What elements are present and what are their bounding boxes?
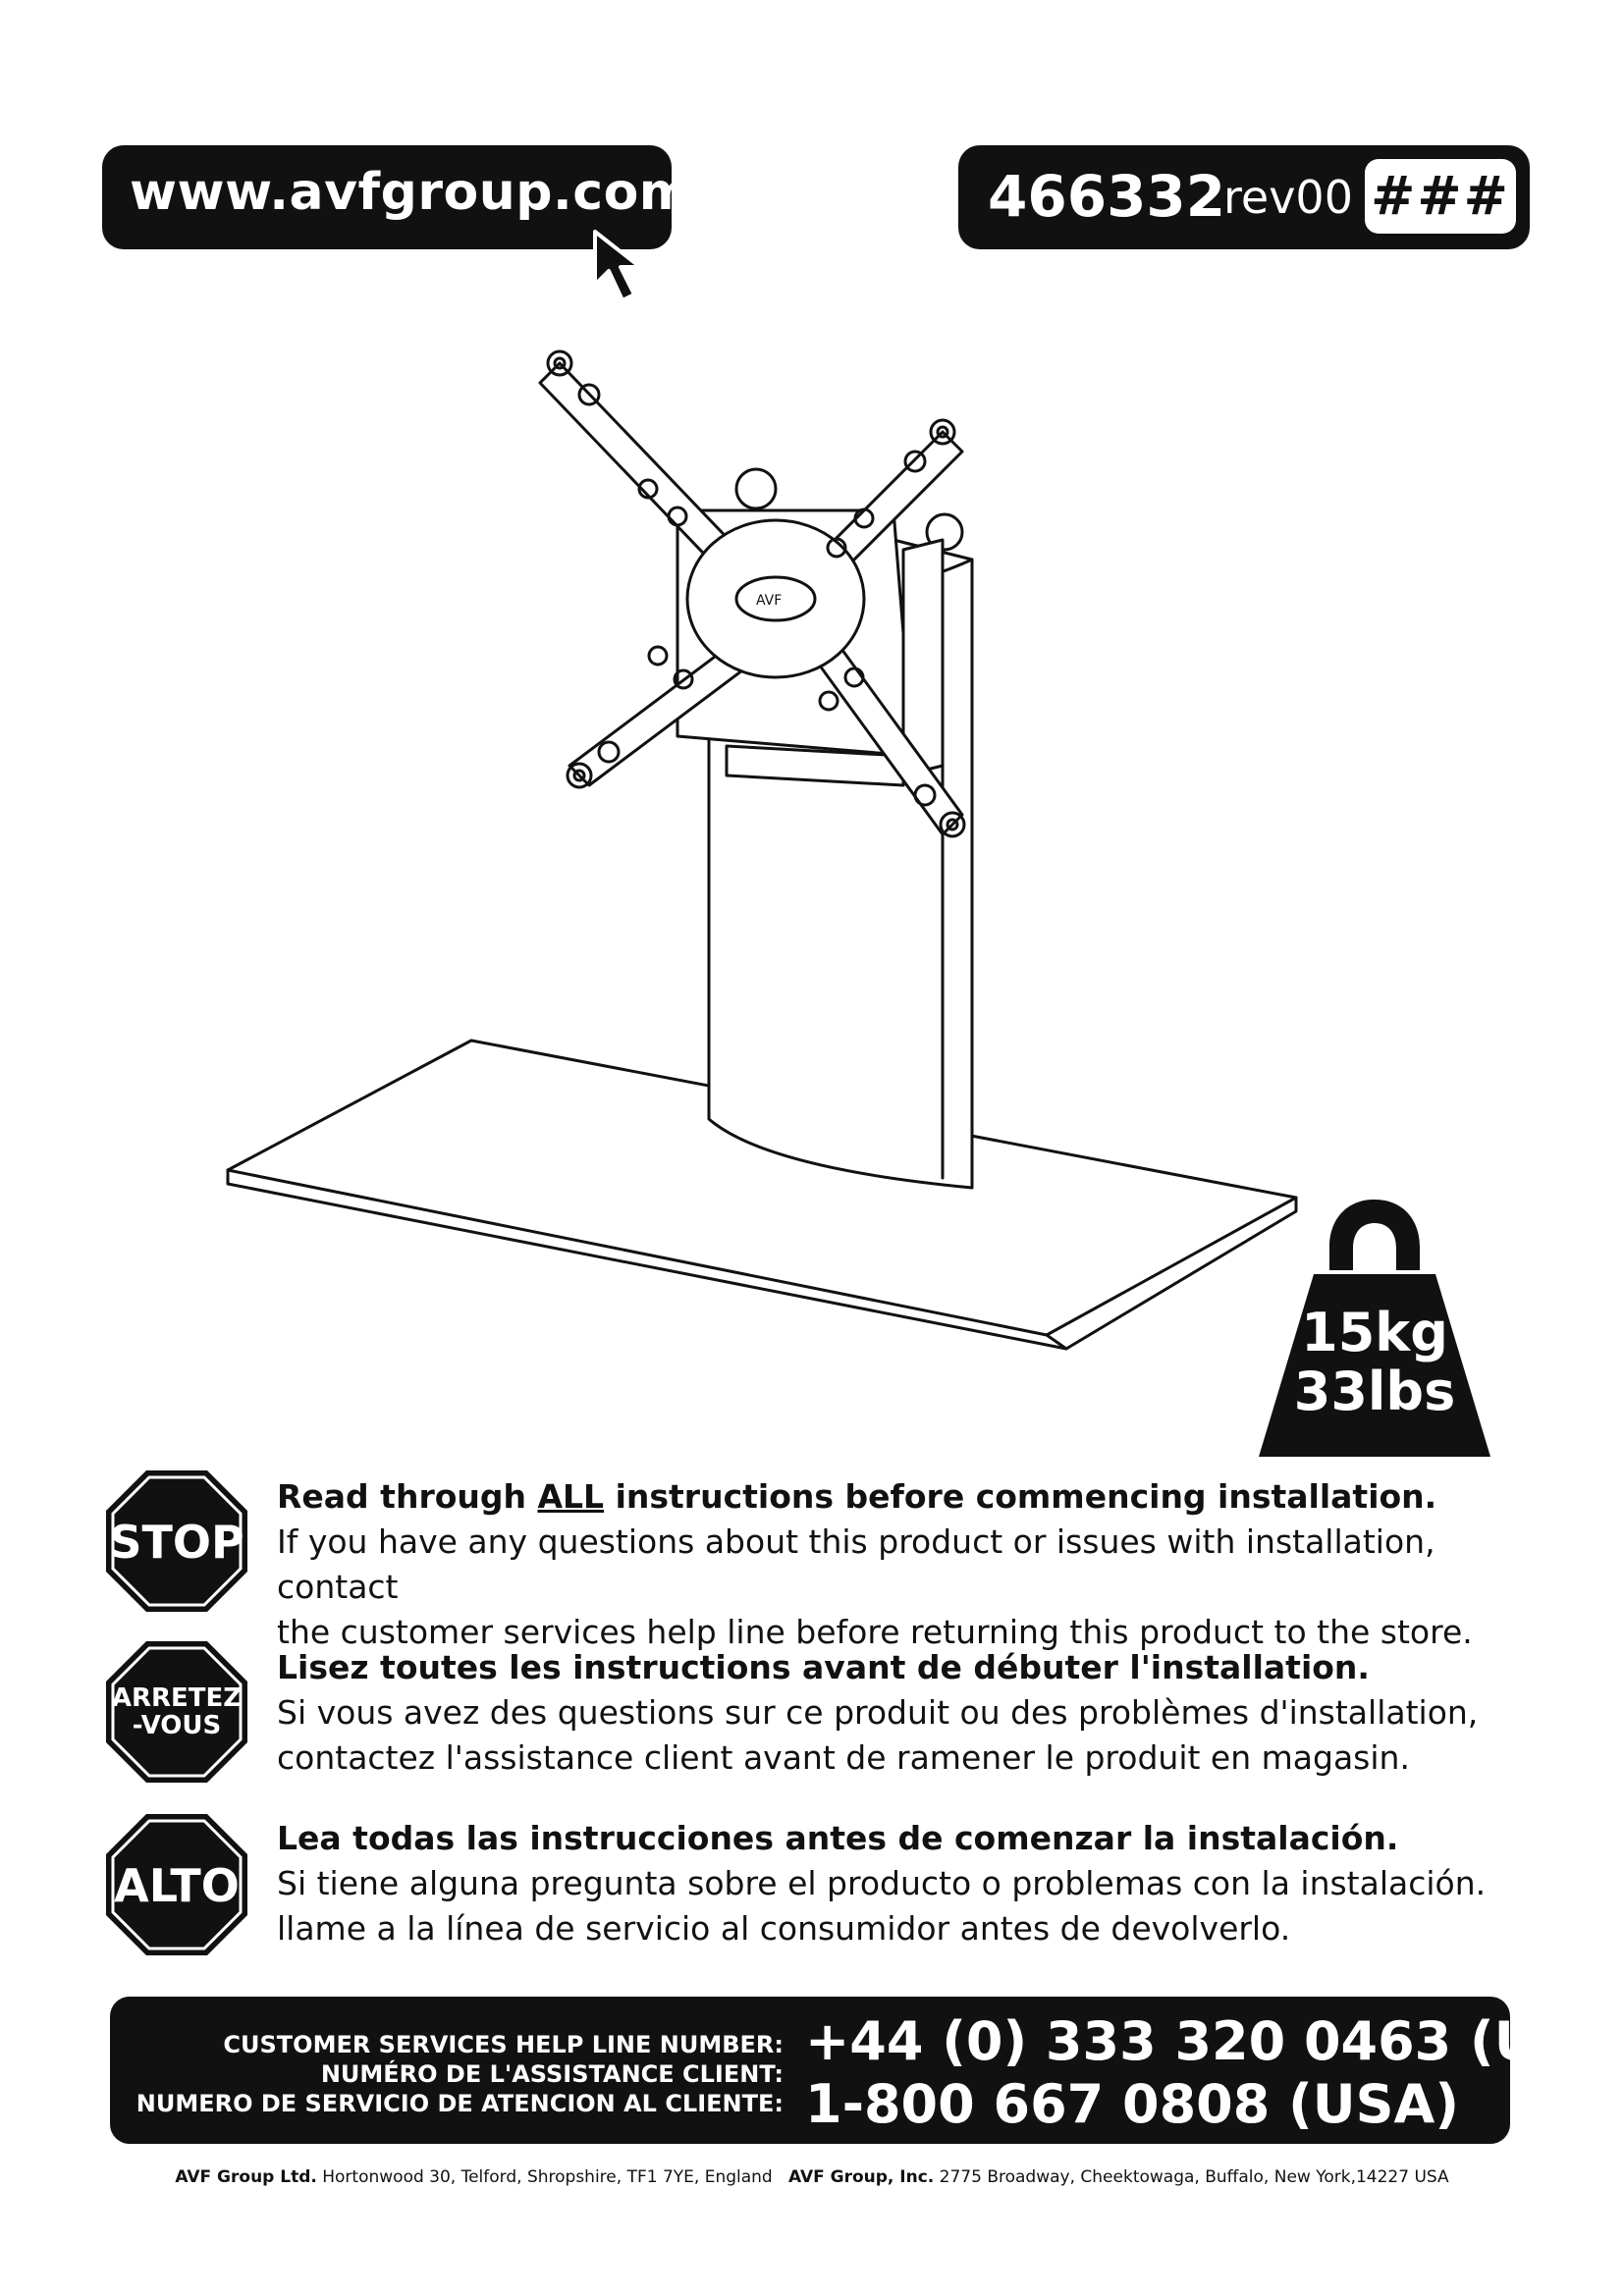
arretez-line-1: ARRETEZ [111, 1683, 243, 1713]
helpline-label-es: NUMERO DE SERVICIO DE ATENCION AL CLIENTE: [135, 2090, 784, 2117]
instructions-spanish [277, 1816, 1553, 1951]
uk-address: Hortonwood 30, Telford, Shropshire, TF1 7YE, England [322, 2167, 773, 2187]
instructions-french-line-2: contactez l'assistance client avant de ramener le produit en magasin. [277, 1738, 1410, 1777]
website-url-badge[interactable] [102, 145, 693, 249]
product-code: 466332 [988, 163, 1226, 230]
instructions-french-heading: Lisez toutes les instructions avant de débuter l'installation. [277, 1648, 1370, 1686]
instructions-spanish-line-2: llame a la línea de servicio al consumidor antes de devolverlo. [277, 1909, 1291, 1948]
us-address: 2775 Broadway, Cheektowaga, Buffalo, New York,14227 USA [939, 2167, 1449, 2187]
uk-company-name: AVF Group Ltd. [175, 2167, 317, 2187]
weight-kg: 15kg [1301, 1302, 1448, 1363]
website-url[interactable]: www.avfgroup.com [130, 163, 693, 222]
us-company-name: AVF Group, Inc. [787, 2167, 935, 2187]
arretez-sign-icon [102, 1637, 251, 1787]
helpline-label-en: CUSTOMER SERVICES HELP LINE NUMBER: [223, 2031, 784, 2058]
tv-stand-illustration [216, 324, 1306, 1384]
hash-badge: ### [1365, 159, 1516, 234]
max-load-weight-badge [1255, 1192, 1494, 1463]
arretez-line-2: -VOUS [132, 1711, 222, 1740]
phone-uk[interactable]: +44 (0) 333 320 0463 (UK) [805, 2010, 1603, 2072]
svg-text:AVF: AVF [756, 593, 783, 609]
instructions-english-heading: Read through ALL instructions before commencing installation. [277, 1477, 1437, 1516]
instructions-english [277, 1474, 1553, 1655]
instructions-spanish-line-1: Si tiene alguna pregunta sobre el producto o problemas con la instalación. [277, 1864, 1487, 1902]
alto-sign-label: ALTO [114, 1859, 240, 1912]
stop-sign-label: STOP [109, 1516, 244, 1569]
emphasis-all: ALL [537, 1477, 605, 1516]
instructions-english-line-2: the customer services help line before returning this product to the store. [277, 1613, 1473, 1651]
weight-lbs: 33lbs [1293, 1361, 1456, 1422]
instructions-english-line-1: If you have any questions about this product or issues with installation, contact [277, 1522, 1435, 1606]
helpline-banner [110, 1997, 1603, 2144]
footer-addresses [0, 2167, 1624, 2187]
instructions-french-line-1: Si vous avez des questions sur ce produit ou des problèmes d'installation, [277, 1693, 1479, 1732]
arretez-sign-label [102, 1684, 251, 1739]
revision-label: rev00 [1223, 171, 1353, 224]
product-code-badge [958, 145, 1530, 249]
instructions-spanish-heading: Lea todas las instrucciones antes de comenzar la instalación. [277, 1819, 1399, 1857]
helpline-labels [136, 2030, 784, 2118]
helpline-label-fr: NUMÉRO DE L'ASSISTANCE CLIENT: [320, 2060, 784, 2088]
instructions-french [277, 1645, 1553, 1781]
stop-sign-icon [102, 1467, 251, 1616]
phone-usa[interactable]: 1-800 667 0808 (USA) [805, 2073, 1460, 2135]
cursor-arrow-icon [589, 228, 668, 306]
alto-sign-icon [102, 1810, 251, 1959]
helpline-numbers [805, 2010, 1602, 2136]
